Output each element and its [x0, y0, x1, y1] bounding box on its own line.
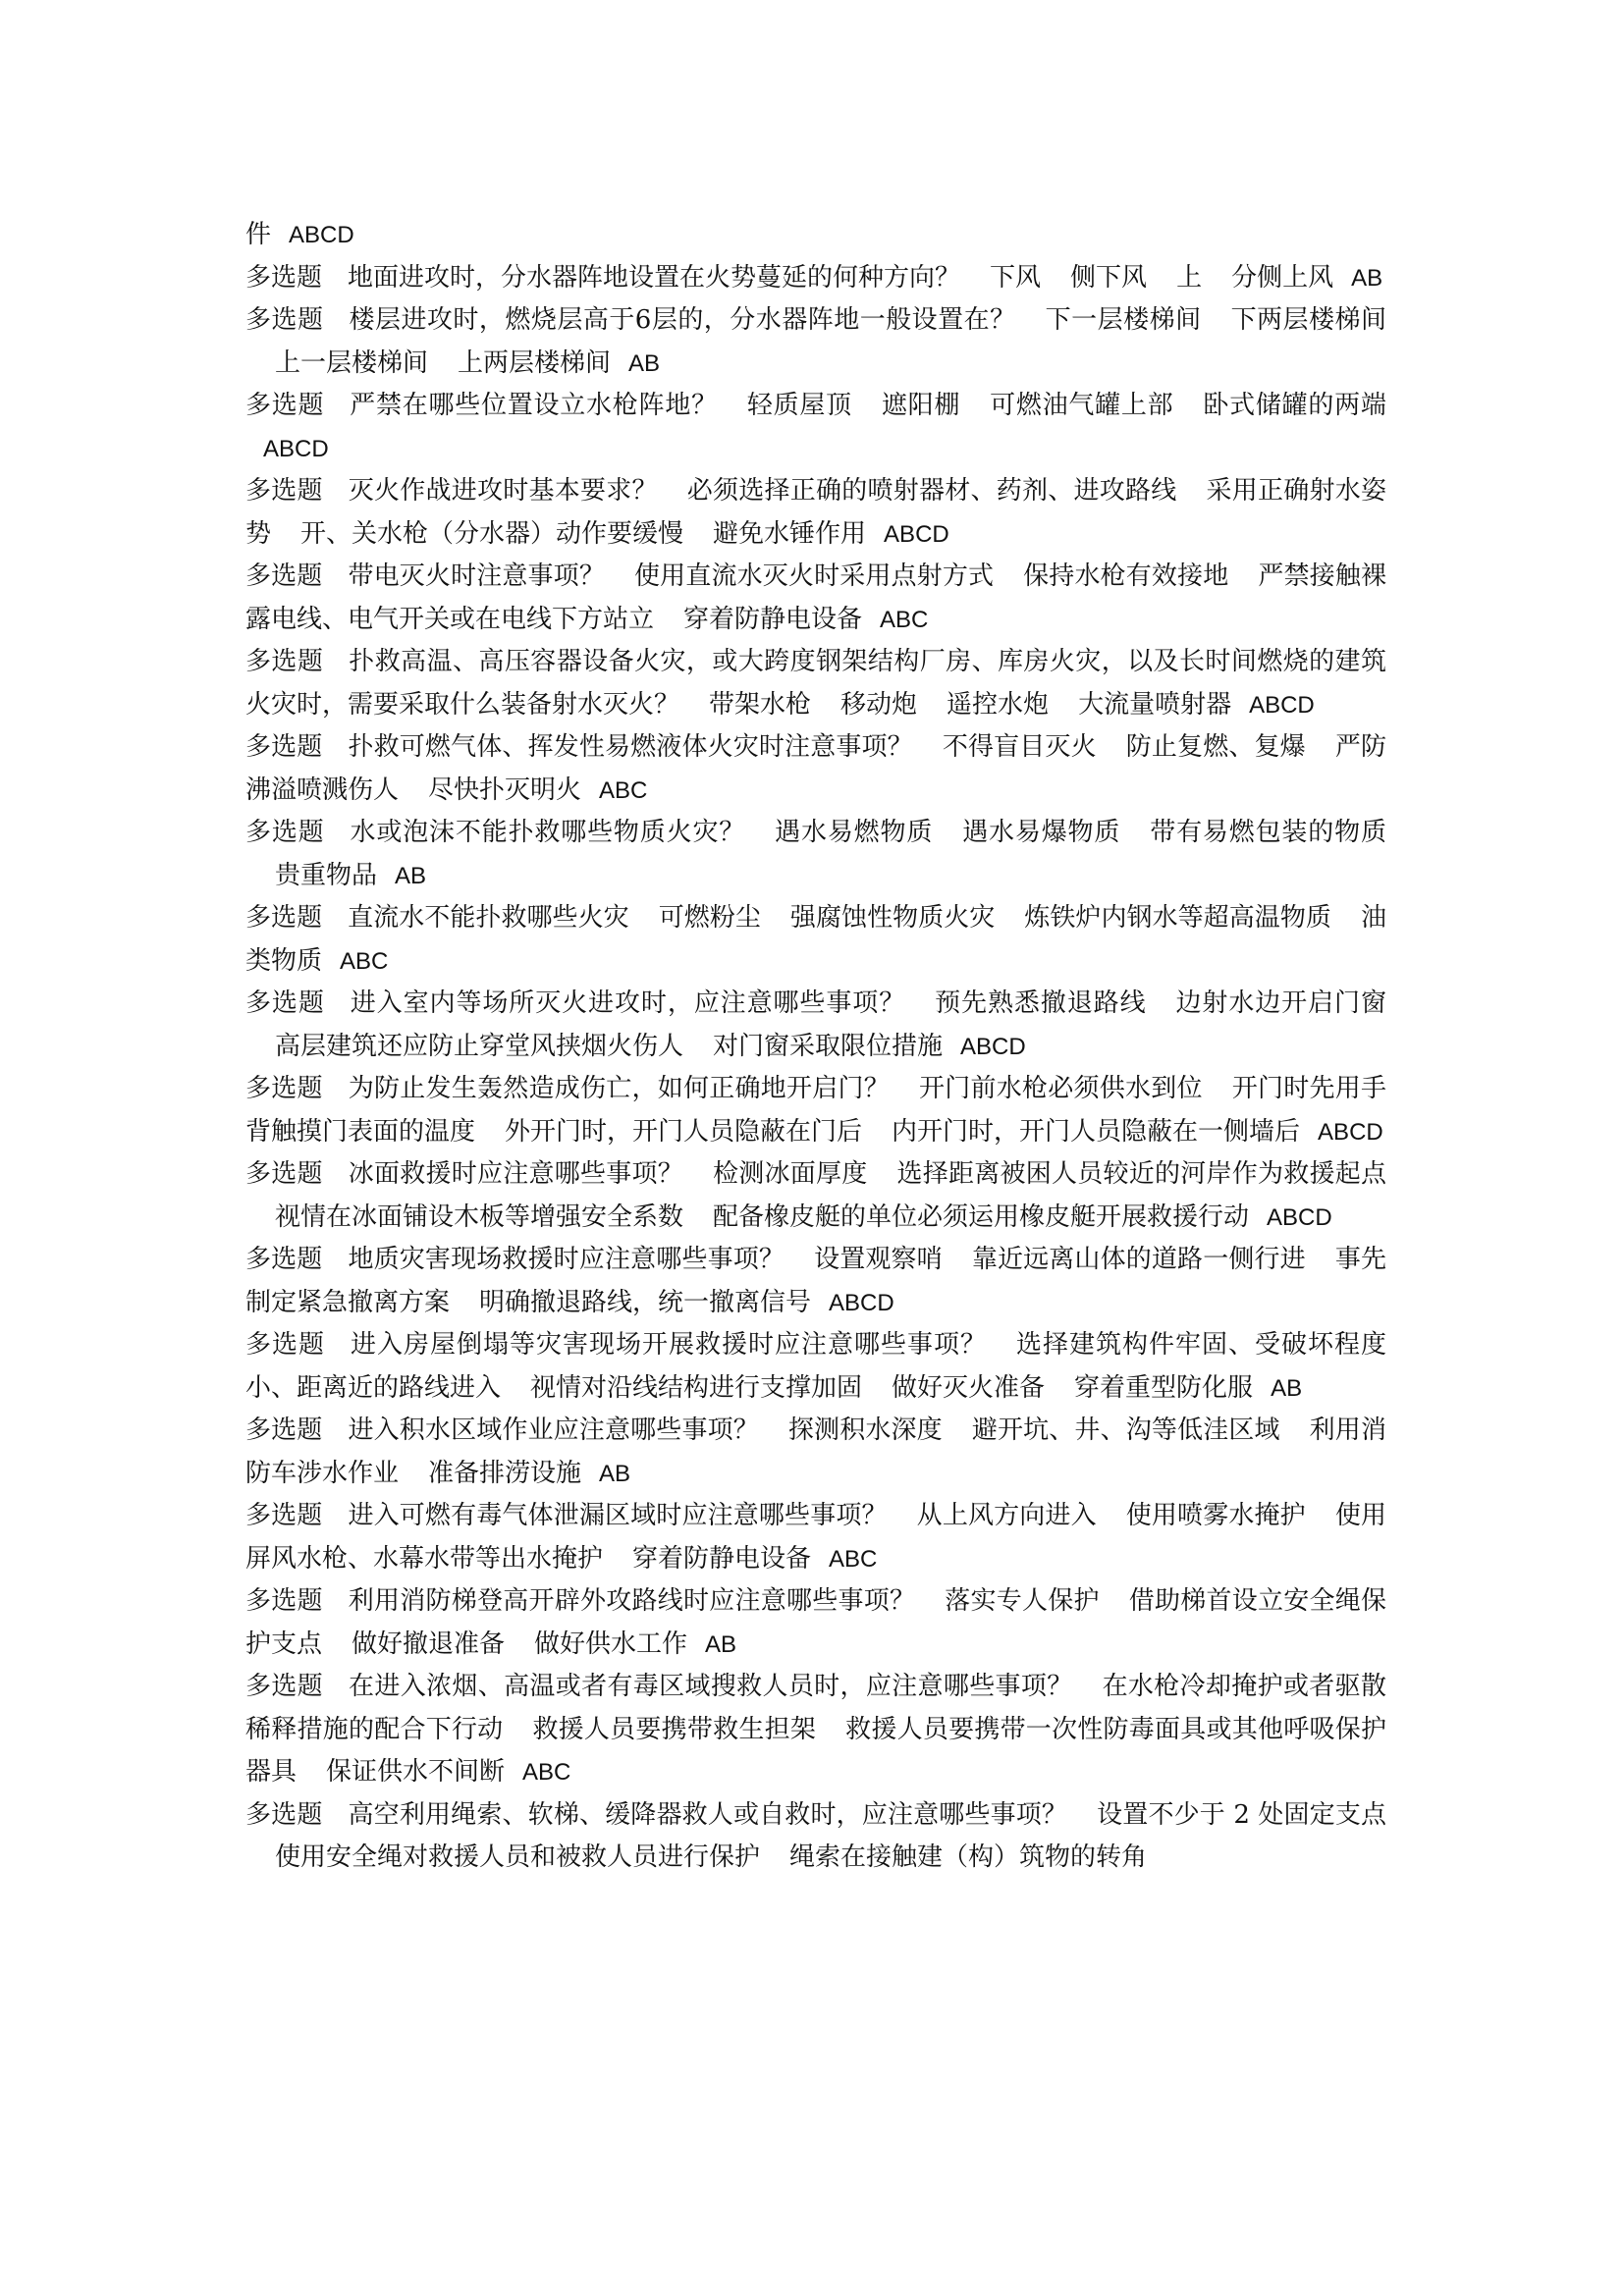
- question-item: [245, 257, 1386, 300]
- question-option: 在水枪冷却掩护或者驱散稀释措施的配合下行动: [245, 1672, 1386, 1744]
- answer-key: ABCD: [1318, 1118, 1383, 1146]
- question-option: 保证供水不间断: [326, 1757, 506, 1787]
- question-item: [245, 299, 1386, 385]
- question-option: 上: [1176, 262, 1203, 293]
- question-option: 从上风方向进入: [916, 1501, 1097, 1530]
- question-type-label: 多选题: [245, 476, 323, 506]
- question-stem: 进入积水区域作业应注意哪些事项？: [348, 1415, 759, 1445]
- answer-key: ABC: [522, 1759, 571, 1786]
- question-option: 下一层楼梯间: [1045, 305, 1202, 335]
- question-type-label: 多选题: [245, 1672, 324, 1701]
- question-option: 内开门时，开门人员隐蔽在一侧墙后: [892, 1116, 1301, 1147]
- question-stem: 灭火作战进攻时基本要求？: [348, 476, 658, 506]
- question-item: [245, 1666, 1386, 1794]
- question-type-label: 多选题: [245, 1074, 323, 1103]
- answer-key: AB: [1271, 1374, 1303, 1402]
- question-item: [245, 726, 1386, 812]
- question-option: 外开门时，开门人员隐蔽在门后: [505, 1116, 863, 1147]
- answer-key: AB: [628, 349, 661, 377]
- question-option: 下两层楼梯间: [1230, 305, 1386, 335]
- question-option: 靠近远离山体的道路一侧行进: [971, 1245, 1306, 1274]
- question-option: 尽快扑灭明火: [428, 774, 582, 805]
- question-type-label: 多选题: [245, 1245, 323, 1274]
- answer-key: ABCD: [263, 435, 329, 462]
- question-option: 油类物质: [245, 903, 1386, 976]
- question-option: 不得盲目灭火: [942, 732, 1097, 762]
- question-stem: 为防止发生轰然造成伤亡，如何正确地开启门？: [348, 1074, 890, 1103]
- answer-key: ABCD: [1267, 1203, 1332, 1231]
- question-option: 可燃粉尘: [658, 903, 761, 933]
- question-item: [245, 1153, 1386, 1239]
- answer-key: ABCD: [1249, 691, 1315, 719]
- question-option: 准备排涝设施: [428, 1458, 582, 1488]
- question-option: 遮阳棚: [881, 391, 961, 420]
- question-option: 移动炮: [840, 689, 918, 720]
- question-option: 带有易燃包装的物质: [1150, 818, 1386, 847]
- question-type-label: 多选题: [245, 1586, 323, 1616]
- question-stem: 进入室内等场所灭火进攻时，应注意哪些事项？: [350, 988, 906, 1018]
- question-option: 可燃油气罐上部: [990, 391, 1174, 420]
- question-stem: 地质灾害现场救援时应注意哪些事项？: [348, 1245, 785, 1274]
- answer-key: ABC: [340, 947, 389, 975]
- question-item: [245, 470, 1386, 556]
- question-option: 视情对沿线结构进行支撑加固: [530, 1372, 863, 1403]
- answer-key: AB: [395, 862, 427, 889]
- question-item: [245, 1794, 1386, 1880]
- question-stem: 扑救高温、高压容器设备火灾，或大跨度钢架结构厂房、库房火灾，以及长时间燃烧的建筑火灾时，需要采取什么装备射水灭火？: [245, 647, 1386, 720]
- question-option: 分侧上风: [1231, 262, 1334, 293]
- answer-key: AB: [1351, 264, 1383, 292]
- question-option: 做好供水工作: [534, 1629, 688, 1659]
- question-type-label: 多选题: [245, 1159, 323, 1189]
- question-stem: 冰面救援时应注意哪些事项？: [348, 1159, 683, 1189]
- question-item: [245, 1068, 1386, 1153]
- question-option: 遇水易爆物质: [962, 818, 1121, 847]
- question-type-label: 多选题: [245, 818, 325, 847]
- question-stem: 带电灭火时注意事项？: [348, 561, 605, 591]
- question-option: 借助梯首设立安全绳保护支点: [245, 1586, 1386, 1659]
- question-option: 边射水边开启门窗: [1175, 988, 1386, 1018]
- question-item: [245, 983, 1386, 1068]
- question-type-label: 多选题: [245, 1415, 323, 1445]
- question-type-label: 多选题: [245, 903, 323, 933]
- question-list: [245, 257, 1386, 1880]
- question-option: 上一层楼梯间: [275, 347, 429, 378]
- answer-key: ABC: [599, 776, 648, 804]
- answer-key: AB: [705, 1630, 737, 1658]
- answer-key: ABCD: [884, 520, 949, 548]
- question-option: 对门窗采取限位措施: [713, 1031, 944, 1061]
- question-stem: 严禁在哪些位置设立水枪阵地？: [350, 391, 718, 420]
- answer-key: ABC: [829, 1545, 878, 1573]
- question-type-label: 多选题: [245, 1330, 325, 1360]
- question-item: [245, 812, 1386, 897]
- question-type-label: 多选题: [245, 561, 323, 591]
- document-page: [245, 214, 1386, 1880]
- question-option: 带架水枪: [709, 689, 812, 720]
- question-option: 高层建筑还应防止穿堂风挟烟火伤人: [275, 1031, 684, 1061]
- answer-key: ABC: [880, 606, 929, 633]
- question-option: 必须选择正确的喷射器材、药剂、进攻路线: [686, 476, 1177, 506]
- question-option: 遥控水炮: [947, 689, 1050, 720]
- question-option: 选择距离被困人员较近的河岸作为救援起点: [896, 1159, 1386, 1189]
- question-option: 避免水锤作用: [713, 518, 867, 549]
- question-option: 严防沸溢喷溅伤人: [245, 732, 1386, 805]
- question-stem: 进入房屋倒塌等灾害现场开展救援时应注意哪些事项？: [351, 1330, 987, 1360]
- question-option: 穿着重型防化服: [1074, 1372, 1254, 1403]
- tail-text: 件: [245, 220, 272, 249]
- question-option: 落实专人保护: [945, 1586, 1100, 1616]
- question-stem: 在进入浓烟、高温或者有毒区域搜救人员时，应注意哪些事项？: [349, 1672, 1073, 1701]
- question-option: 利用消防车涉水作业: [245, 1415, 1386, 1488]
- question-stem: 高空利用绳索、软梯、缓降器救人或自救时，应注意哪些事项？: [348, 1799, 1068, 1830]
- question-option: 避开坑、井、沟等低洼区域: [971, 1415, 1280, 1445]
- answer-key: AB: [599, 1460, 631, 1487]
- question-option: 轻质屋顶: [746, 391, 852, 420]
- continued-question-tail: [245, 214, 1386, 257]
- question-option: 做好灭火准备: [892, 1372, 1046, 1403]
- question-type-label: 多选题: [245, 305, 324, 335]
- question-option: 使用安全绳对救援人员和被救人员进行保护: [275, 1842, 761, 1872]
- question-stem: 地面进攻时，分水器阵地设置在火势蔓延的何种方向？: [348, 262, 961, 293]
- question-item: [245, 1580, 1386, 1666]
- question-stem: 进入可燃有毒气体泄漏区域时应注意哪些事项？: [348, 1501, 888, 1530]
- question-stem: 扑救可燃气体、挥发性易燃液体火灾时注意事项？: [348, 732, 913, 762]
- question-option: 救援人员要携带救生担架: [532, 1714, 817, 1744]
- question-type-label: 多选题: [245, 732, 323, 762]
- question-type-label: 多选题: [245, 391, 325, 420]
- question-option: 强腐蚀性物质火灾: [789, 903, 996, 933]
- question-type-label: 多选题: [245, 1799, 323, 1830]
- question-option: 使用屏风水枪、水幕水带等出水掩护: [245, 1501, 1386, 1574]
- question-option: 防止复燃、复爆: [1125, 732, 1306, 762]
- question-option: 事先制定紧急撤离方案: [245, 1245, 1386, 1317]
- question-item: [245, 1410, 1386, 1495]
- question-item: [245, 385, 1386, 470]
- question-option: 上两层楼梯间: [458, 347, 612, 378]
- question-option: 检测冰面厚度: [712, 1159, 868, 1189]
- question-type-label: 多选题: [245, 988, 325, 1018]
- question-stem: 直流水不能扑救哪些火灾: [348, 903, 629, 933]
- question-option: 视情在冰面铺设木板等增强安全系数: [275, 1201, 684, 1232]
- question-option: 下风: [990, 262, 1042, 293]
- question-option: 设置观察哨: [814, 1245, 943, 1274]
- question-type-label: 多选题: [245, 647, 324, 676]
- question-option: 炼铁炉内钢水等超高温物质: [1024, 903, 1331, 933]
- question-option: 保持水枪有效接地: [1023, 561, 1229, 591]
- question-option: 预先熟悉撤退路线: [935, 988, 1147, 1018]
- question-option: 开门前水枪必须供水到位: [918, 1074, 1203, 1103]
- question-type-label: 多选题: [245, 262, 323, 293]
- question-item: [245, 641, 1386, 726]
- question-option: 配备橡皮艇的单位必须运用橡皮艇开展救援行动: [713, 1201, 1250, 1232]
- question-item: [245, 556, 1386, 641]
- question-option: 遇水易燃物质: [775, 818, 934, 847]
- question-option: 大流量喷射器: [1078, 689, 1232, 720]
- question-option: 绳索在接触建（构）筑物的转角: [789, 1842, 1148, 1872]
- question-option: 使用直流水灭火时采用点射方式: [634, 561, 995, 591]
- question-item: [245, 897, 1386, 983]
- question-option: 侧下风: [1070, 262, 1148, 293]
- question-option: 采用正确射水姿势: [245, 476, 1386, 549]
- question-option: 救援人员要携带一次性防毒面具或其他呼吸保护器具: [245, 1714, 1386, 1787]
- answer-key: ABCD: [289, 222, 354, 248]
- question-item: [245, 1495, 1386, 1580]
- question-item: [245, 1324, 1386, 1410]
- question-option: 严禁接触裸露电线、电气开关或在电线下方站立: [245, 561, 1386, 634]
- question-item: [245, 1239, 1386, 1324]
- question-option: 穿着防静电设备: [683, 604, 863, 634]
- question-option: 选择建筑构件牢固、受破坏程度小、距离近的路线进入: [245, 1330, 1386, 1403]
- question-option: 卧式储罐的两端: [1203, 391, 1386, 420]
- question-option: 穿着防静电设备: [632, 1543, 812, 1574]
- question-option: 设置不少于 2 处固定支点: [1097, 1799, 1386, 1830]
- question-type-label: 多选题: [245, 1501, 323, 1530]
- question-stem: 利用消防梯登高开辟外攻路线时应注意哪些事项？: [348, 1586, 916, 1616]
- question-option: 贵重物品: [275, 860, 378, 890]
- answer-key: ABCD: [829, 1289, 894, 1316]
- answer-key: ABCD: [960, 1033, 1026, 1060]
- question-option: 明确撤退路线，统一撤离信号: [479, 1287, 812, 1317]
- question-option: 探测积水深度: [787, 1415, 943, 1445]
- question-option: 使用喷雾水掩护: [1125, 1501, 1306, 1530]
- question-stem: 水或泡沫不能扑救哪些物质火灾？: [350, 818, 746, 847]
- question-option: 开门时先用手背触摸门表面的温度: [245, 1074, 1386, 1147]
- question-option: 开、关水枪（分水器）动作要缓慢: [300, 518, 684, 549]
- question-stem: 楼层进攻时，燃烧层高于6层的，分水器阵地一般设置在？: [349, 305, 1016, 335]
- question-option: 做好撤退准备: [352, 1629, 506, 1659]
